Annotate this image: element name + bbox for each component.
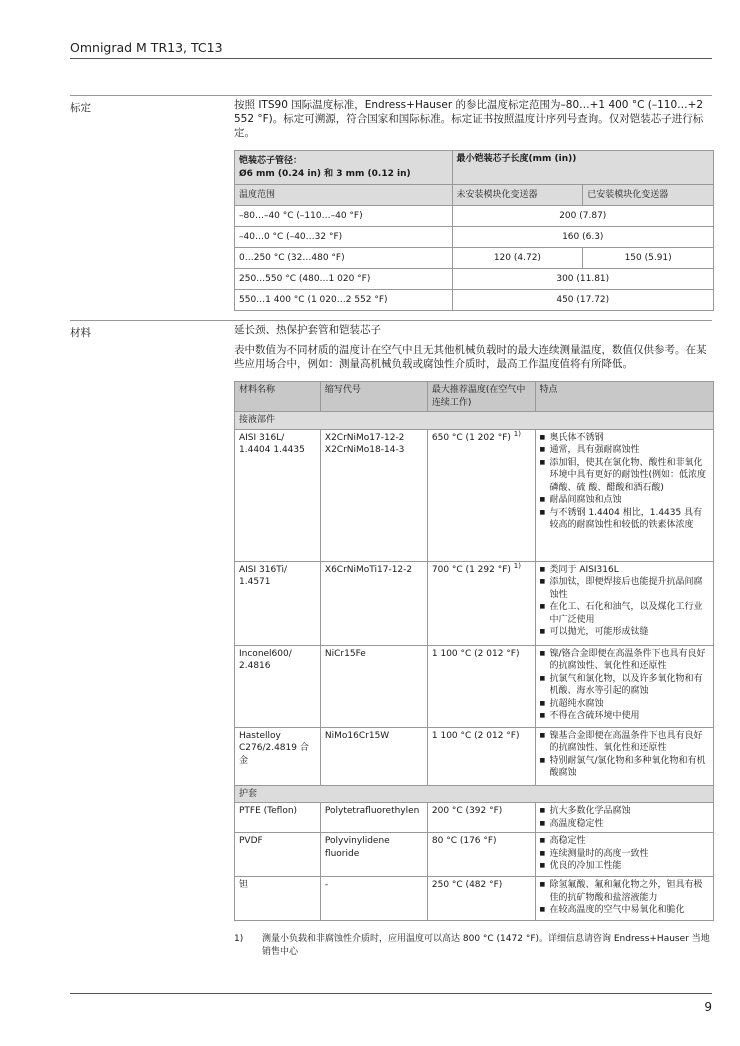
material-temp: 1 100 °C (2 012 °F) [427, 645, 535, 727]
material-temp: 1 100 °C (2 012 °F) [427, 727, 535, 785]
material-features [535, 727, 713, 785]
material-features [535, 877, 713, 921]
materials-label: 材料 [70, 327, 91, 339]
cal-length-without: 120 (4.72) [452, 248, 583, 269]
list-item: ■ 镍/铬合金即便在高温条件下也具有良好的抗腐蚀性、氧化性和还原性 [540, 648, 709, 673]
list-item: ■ 抗大多数化学品腐蚀 [540, 805, 709, 818]
material-name: Hastelloy C276/2.4819 合金 [235, 727, 321, 785]
list-item: ■ 耐晶间腐蚀和点蚀 [540, 494, 709, 507]
cal-header-diameter-line2: Ø6 mm (0.24 in) 和 3 mm (0.12 in) [239, 168, 411, 179]
footnote-ref: 1) [513, 561, 521, 570]
list-item: ■ 通常，具有强耐腐蚀性 [540, 444, 709, 457]
table-row [235, 429, 714, 561]
list-item: ■ 奥氏体不锈钢 [540, 432, 709, 445]
material-name: AISI 316L/ 1.4404 1.4435 [235, 429, 321, 561]
material-abbr: - [320, 877, 427, 921]
material-name: AISI 316Ti/ 1.4571 [235, 561, 321, 645]
cal-range: 0…250 °C (32…480 °F) [235, 248, 453, 269]
list-item: ■ 高稳定性 [540, 835, 709, 848]
cal-length: 300 (11.81) [452, 269, 713, 290]
table-row [235, 645, 714, 727]
material-name: PVDF [235, 833, 321, 877]
table-row [235, 561, 714, 645]
cal-header-length: 最小铠装芯子长度(mm (in)) [452, 151, 713, 185]
list-item: ■ 不得在含硫环境中使用 [540, 710, 709, 723]
list-item: ■ 抗超纯水腐蚀 [540, 698, 709, 711]
material-temp-cell [427, 561, 535, 645]
material-abbr: NiMo16Cr15W [320, 727, 427, 785]
material-temp: 700 °C (1 292 °F) [431, 564, 511, 575]
cal-range: –40…0 °C (–40…32 °F) [235, 227, 453, 248]
materials-table [234, 381, 714, 921]
table-row [235, 833, 714, 877]
header-rule [70, 58, 712, 59]
cal-length: 450 (17.72) [452, 290, 713, 311]
list-item: ■ 高温度稳定性 [540, 818, 709, 831]
footnote [234, 933, 714, 959]
mat-header-name: 材料名称 [235, 382, 321, 412]
table-row [235, 248, 714, 269]
material-features [535, 561, 713, 645]
cal-range: 550…1 400 °C (1 020…2 552 °F) [235, 290, 453, 311]
material-features [535, 803, 713, 833]
list-item: ■ 类同于 AISI316L [540, 564, 709, 577]
mat-header-features: 特点 [535, 382, 713, 412]
table-row [235, 269, 714, 290]
material-abbr: Polytetrafluorethylen [320, 803, 427, 833]
footnote-text: 测量小负载和非腐蚀性介质时，应用温度可以高达 800 °C (1472 °F)。详细信息请咨询 Endress+Hauser 当地销售中心 [262, 934, 710, 957]
list-item: ■ 镍基合金即便在高温条件下也具有良好的抗腐蚀性、氧化性和还原性 [540, 730, 709, 755]
table-row [235, 206, 714, 227]
materials-subtitle: 延长颈、热保护套管和铠装芯子 [234, 324, 381, 336]
list-item: ■ 抗氯气和氯化物，以及许多氧化物和有机酸、海水等引起的腐蚀 [540, 673, 709, 698]
material-name: PTFE (Teflon) [235, 803, 321, 833]
table-row [235, 227, 714, 248]
list-item: ■ 除氢氟酸、氟和氟化物之外，钽具有极佳的抗矿物酸和盐溶液能力 [540, 879, 709, 904]
cal-length: 160 (6.3) [452, 227, 713, 248]
list-item: ■ 可以抛光，可能形成钛缝 [540, 626, 709, 639]
table-row [235, 727, 714, 785]
material-features [535, 645, 713, 727]
table-row [235, 877, 714, 921]
list-item: ■ 特别耐氯气/氯化物和多种氧化物和有机酸腐蚀 [540, 755, 709, 780]
material-name: 钽 [235, 877, 321, 921]
calibration-rule [70, 95, 712, 96]
material-name: Inconel600/ 2.4816 [235, 645, 321, 727]
cal-header-diameter [235, 151, 453, 185]
materials-text: 表中数值为不同材质的温度计在空气中且无其他机械负载时的最大连续测量温度，数值仅供参考。在某些应用场合中，例如：测量高机械负载或腐蚀性介质时，最高工作温度值将有所降低。 [234, 344, 707, 370]
mat-header-abbr: 缩写代号 [320, 382, 427, 412]
table-row [235, 290, 714, 311]
cal-range: 250…550 °C (480…1 020 °F) [235, 269, 453, 290]
materials-body [234, 323, 714, 959]
calibration-table [234, 150, 714, 311]
list-item: ■ 添加钼，使其在氯化物、酸性和非氧化环境中具有更好的耐蚀性(例如：低浓度磷酸、硫 酸、醋酸和酒石酸) [540, 457, 709, 495]
cal-subheader-range: 温度范围 [235, 185, 453, 206]
cal-range: –80…–40 °C (–110…–40 °F) [235, 206, 453, 227]
page-number: 9 [704, 1000, 712, 1014]
material-abbr: Polyvinylidene fluoride [320, 833, 427, 877]
material-temp: 650 °C (1 202 °F) [431, 432, 511, 443]
material-features [535, 833, 713, 877]
material-abbr: X6CrNiMoTi17-12-2 [320, 561, 427, 645]
material-temp: 250 °C (482 °F) [427, 877, 535, 921]
document-title: Omnigrad M TR13, TC13 [70, 40, 223, 55]
material-features [535, 429, 713, 561]
cal-subheader-without: 未安装模块化变送器 [452, 185, 583, 206]
mat-header-temp: 最大推荐温度(在空气中连续工作) [427, 382, 535, 412]
cal-length: 200 (7.87) [452, 206, 713, 227]
material-temp: 80 °C (176 °F) [427, 833, 535, 877]
cal-length-with: 150 (5.91) [583, 248, 714, 269]
material-temp-cell [427, 429, 535, 561]
list-item: ■ 优良的冷加工性能 [540, 860, 709, 873]
calibration-label: 标定 [70, 102, 91, 114]
group-sheath: 护套 [235, 785, 714, 803]
material-temp: 200 °C (392 °F) [427, 803, 535, 833]
group-wetted-parts: 接液部件 [235, 412, 714, 430]
list-item: ■ 在较高温度的空气中易氧化和脆化 [540, 904, 709, 917]
footer-rule [70, 993, 712, 994]
list-item: ■ 连续测量时的高度一致性 [540, 848, 709, 861]
calibration-text: 按照 ITS90 国际温度标准，Endress+Hauser 的参比温度标定范围为–80…+1 400 °C (–110…+2 552 °F)。标定可溯源，符合国家和国际标准。标定证书按照温度计序列号查询。仅对铠装芯子进行标定。 [234, 99, 704, 139]
cal-header-diameter-line1: 铠装芯子管径： [239, 156, 303, 166]
calibration-body [234, 98, 714, 311]
material-abbr: X2CrNiMo17-12-2 X2CrNiMo18-14-3 [320, 429, 427, 561]
footnote-ref: 1) [513, 429, 521, 438]
cal-subheader-with: 已安装模块化变送器 [583, 185, 714, 206]
materials-rule [70, 320, 712, 321]
table-row [235, 803, 714, 833]
list-item: ■ 与不锈钢 1.4404 相比，1.4435 具有较高的耐腐蚀性和较低的铁素体浓度 [540, 507, 709, 532]
material-abbr: NiCr15Fe [320, 645, 427, 727]
footnote-number: 1) [234, 934, 244, 944]
list-item: ■ 添加钛，即便焊接后也能提升抗晶间腐蚀性 [540, 576, 709, 601]
list-item: ■ 在化工、石化和油气，以及煤化工行业中广泛使用 [540, 601, 709, 626]
